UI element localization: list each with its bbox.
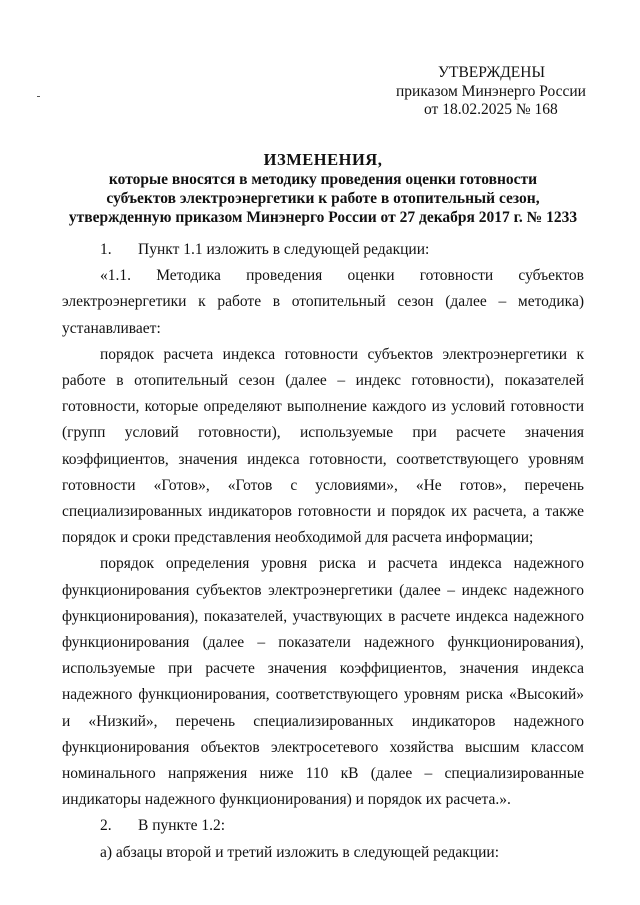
- paragraph-5-text: В пункте 1.2:: [138, 817, 226, 835]
- paragraph-5: [62, 813, 584, 839]
- title-line-1: которые вносятся в методику проведения оценки готовности: [108, 171, 538, 188]
- paragraph-1-number: 1.: [100, 241, 112, 258]
- document-body: [62, 237, 584, 866]
- scan-speck: [37, 96, 40, 97]
- approval-stamp: [380, 64, 600, 120]
- approval-order: приказом Минэнерго России: [396, 82, 586, 100]
- approval-heading: УТВЕРЖДЕНЫ: [438, 64, 545, 81]
- title-main: ИЗМЕНЕНИЯ,: [263, 150, 383, 169]
- paragraph-1-text: Пункт 1.1 изложить в следующей редакции:: [138, 241, 430, 258]
- paragraph-1: [62, 237, 584, 263]
- paragraph-4: порядок определения уровня риска и расчета индекса надежного функционирования субъектов электроэнергетики (далее – индекс надежного функционирования), показателей, участвующих в расчете индекса надежного функционирования (далее – показатели надежного функционирования), используемые при расчете значения коэффициентов, значения индекса надежного функционирования, соответствующего уровням риска «Высокий» и «Низкий», перечень специализированных индикаторов надежного функционирования объектов электросетевого хозяйства высшим классом номинального напряжения ниже 110 кВ (далее – специализированные индикаторы надежного функционирования) и порядок их расчета.».: [62, 555, 584, 809]
- paragraph-6: а) абзацы второй и третий изложить в следующей редакции:: [100, 843, 500, 861]
- paragraph-5-number: 2.: [100, 817, 112, 835]
- title-line-2: субъектов электроэнергетики к работе в отопительный сезон,: [106, 190, 540, 207]
- approval-date: от 18.02.2025 № 168: [424, 101, 558, 118]
- title-line-3: утвержденную приказом Минэнерго России от 27 декабря 2017 г. № 1233: [68, 209, 578, 226]
- paragraph-2: «1.1. Методика проведения оценки готовности субъектов электроэнергетики к работе в отопительный сезон (далее – методика) устанавливает:: [62, 267, 584, 337]
- paragraph-3: порядок расчета индекса готовности субъектов электроэнергетики к работе в отопительный сезон (далее – индекс готовности), показателей готовности, которые определяют выполнение каждого из условий готовности (групп условий готовности), используемые при расчете значения коэффициентов, значения индекса готовности, соответствующего уровням готовности «Готов», «Готов с условиями», «Не готов», перечень специализированных индикаторов готовности и порядок их расчета, а также порядок и сроки представления необходимой для расчета информации;: [62, 345, 584, 547]
- document-title: [62, 150, 584, 227]
